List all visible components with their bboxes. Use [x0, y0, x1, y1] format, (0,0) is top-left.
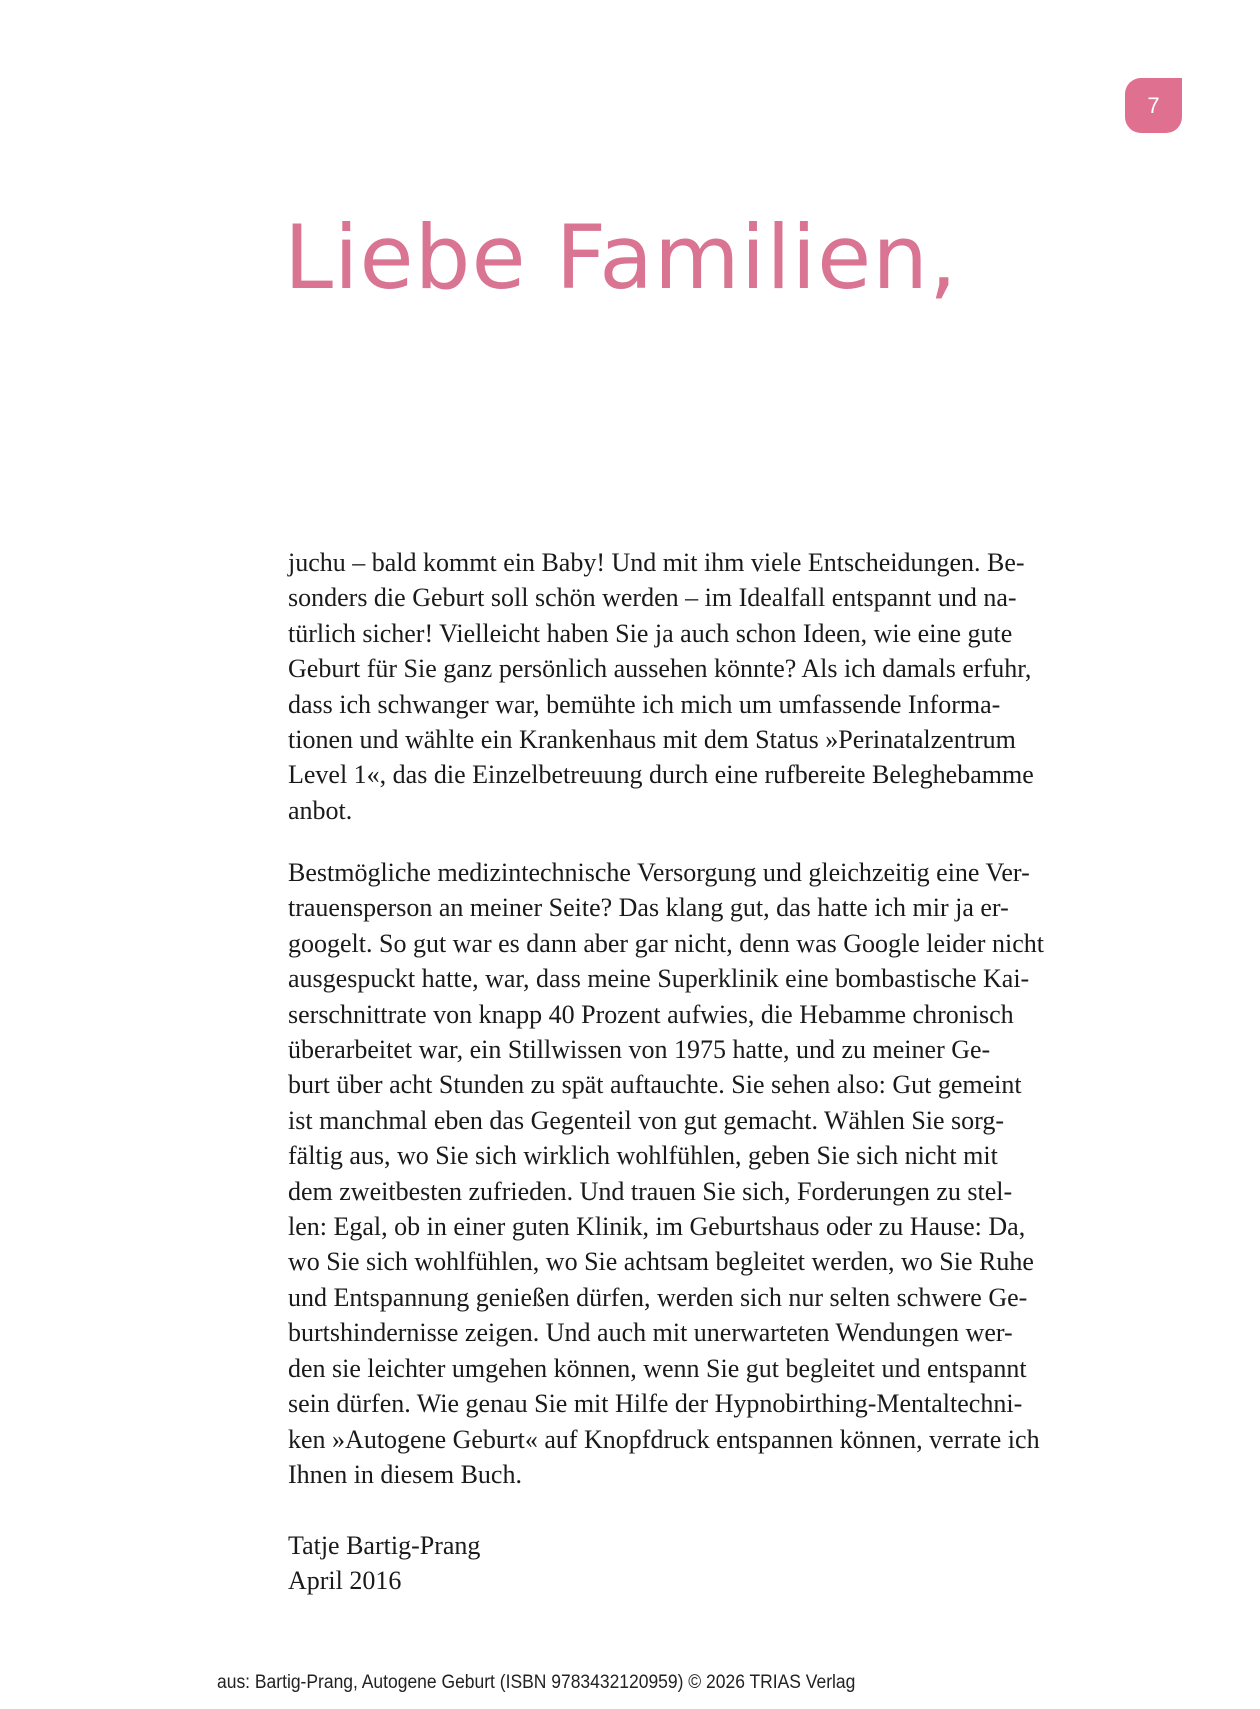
text-line: überarbeitet war, ein Stillwissen von 1975 hatte, und zu meiner Ge-: [288, 1035, 991, 1065]
text-line: fältig aus, wo Sie sich wirklich wohlfühlen, geben Sie sich nicht mit: [288, 1141, 998, 1171]
text-line: den sie leichter umgehen können, wenn Sie gut begleitet und entspannt: [288, 1353, 1027, 1383]
text-line: sein dürfen. Wie genau Sie mit Hilfe der Hypnobirthing-Mentaltechni-: [288, 1389, 1023, 1419]
page-title: Liebe Familien,: [284, 206, 959, 309]
text-line: tionen und wählte ein Krankenhaus mit dem Status »Perinatalzentrum: [288, 725, 1016, 755]
signature: [288, 1528, 480, 1599]
text-line: wo Sie sich wohlfühlen, wo Sie achtsam begleitet werden, wo Sie Ruhe: [288, 1247, 1034, 1277]
signature-date: April 2016: [288, 1566, 402, 1596]
text-line: Geburt für Sie ganz persönlich aussehen könnte? Als ich damals erfuhr,: [288, 654, 1032, 684]
text-line: dass ich schwanger war, bemühte ich mich um umfassende Informa-: [288, 689, 1001, 719]
text-line: googelt. So gut war es dann aber gar nicht, denn was Google leider nicht: [288, 928, 1044, 958]
paragraph-1: [288, 545, 1034, 828]
text-line: burtshindernisse zeigen. Und auch mit unerwarteten Wendungen wer-: [288, 1318, 1013, 1348]
text-line: Ihnen in diesem Buch.: [288, 1459, 522, 1489]
text-line: ist manchmal eben das Gegenteil von gut gemacht. Wählen Sie sorg-: [288, 1105, 1005, 1135]
text-line: ausgespuckt hatte, war, dass meine Superklinik eine bombastische Kai-: [288, 964, 1030, 994]
text-line: dem zweitbesten zufrieden. Und trauen Sie sich, Forderungen zu stel-: [288, 1176, 1013, 1206]
text-line: ken »Autogene Geburt« auf Knopfdruck entspannen können, verrate ich: [288, 1424, 1040, 1454]
text-line: Level 1«, das die Einzelbetreuung durch eine rufbereite Beleghebamme: [288, 760, 1034, 790]
text-line: trauensperson an meiner Seite? Das klang gut, das hatte ich mir ja er-: [288, 893, 1009, 923]
text-line: anbot.: [288, 795, 353, 825]
paragraph-2: [288, 855, 1044, 1492]
text-line: len: Egal, ob in einer guten Klinik, im Geburtshaus oder zu Hause: Da,: [288, 1212, 1026, 1242]
text-line: sonders die Geburt soll schön werden – im Idealfall entspannt und na-: [288, 583, 1017, 613]
text-line: türlich sicher! Vielleicht haben Sie ja auch schon Ideen, wie eine gute: [288, 618, 1013, 648]
text-line: Bestmögliche medizintechnische Versorgung und gleichzeitig eine Ver-: [288, 858, 1030, 887]
text-line: und Entspannung genießen dürfen, werden sich nur selten schwere Ge-: [288, 1282, 1028, 1312]
copyright-footer: aus: Bartig-Prang, Autogene Geburt (ISBN 9783432120959) © 2026 TRIAS Verlag: [217, 1672, 856, 1693]
signature-author: Tatje Bartig-Prang: [288, 1531, 481, 1560]
page-number-badge: [1125, 78, 1182, 133]
text-line: serschnittrate von knapp 40 Prozent aufwies, die Hebamme chronisch: [288, 999, 1014, 1029]
text-line: juchu – bald kommt ein Baby! Und mit ihm viele Entscheidungen. Be-: [288, 548, 1025, 577]
page-number: 7: [1147, 92, 1160, 118]
text-line: burt über acht Stunden zu spät auftauchte. Sie sehen also: Gut gemeint: [288, 1070, 1022, 1100]
